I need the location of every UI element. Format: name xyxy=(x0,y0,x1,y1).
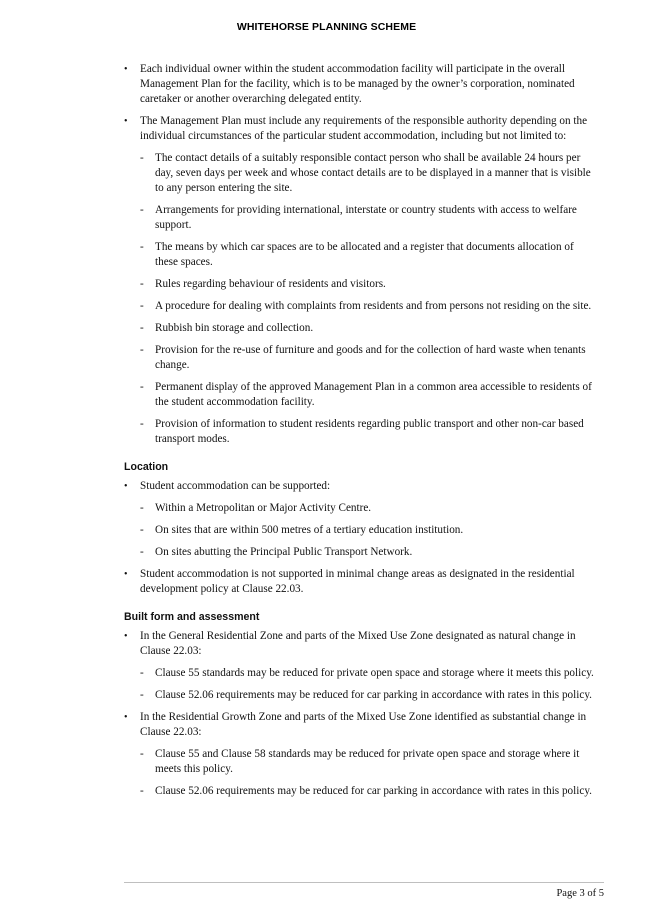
section-heading-location: Location xyxy=(124,461,169,473)
sub-bullet-item xyxy=(124,747,596,777)
dash-marker: - xyxy=(140,785,144,797)
dash-marker: - xyxy=(140,689,144,701)
dash-marker: - xyxy=(140,418,144,430)
management-plan-list xyxy=(124,62,596,447)
dash-marker: - xyxy=(140,381,144,393)
dash-marker: - xyxy=(140,241,144,253)
item-text: Each individual owner within the student accommodation facility will participate in the overall Management Plan for the facility, which is to be managed by the owner’s corporation, nominated caretaker or another overarching delegated entity. xyxy=(140,63,575,105)
sub-bullet-item xyxy=(124,299,596,314)
item-text: Student accommodation can be supported: xyxy=(140,480,331,492)
sub-bullet-item xyxy=(124,666,596,681)
item-text: The Management Plan must include any requirements of the responsible authority depending on the individual circumstances of the particular student accommodation, including but not limited to: xyxy=(140,115,588,142)
document-body xyxy=(124,62,596,806)
item-text: In the Residential Growth Zone and parts of the Mixed Use Zone identified as substantial change in Clause 22.03: xyxy=(140,711,587,738)
document-header: WHITEHORSE PLANNING SCHEME xyxy=(236,21,417,33)
item-text: The contact details of a suitably responsible contact person who shall be available 24 hours per day, seven days per week and whose contact details are to be displayed in a manner that is visible to any person entering the site. xyxy=(155,152,591,194)
sub-bullet-item xyxy=(124,343,596,373)
bullet-item xyxy=(124,114,596,144)
bullet-item xyxy=(124,567,596,597)
sub-bullet-item xyxy=(124,277,596,292)
item-text: The means by which car spaces are to be allocated and a register that documents allocation of these spaces. xyxy=(155,241,574,268)
item-text: Clause 52.06 requirements may be reduced for car parking in accordance with rates in this policy. xyxy=(155,689,592,701)
bullet-marker: • xyxy=(124,631,128,642)
bullet-item xyxy=(124,710,596,740)
sub-bullet-item xyxy=(124,417,596,447)
item-text: Clause 55 and Clause 58 standards may be reduced for private open space and storage where it meets this policy. xyxy=(155,748,580,775)
bullet-item xyxy=(124,629,596,659)
bullet-item xyxy=(124,62,596,107)
item-text: Permanent display of the approved Management Plan in a common area accessible to residents of the student accommodation facility. xyxy=(155,381,592,408)
sub-bullet-item xyxy=(124,203,596,233)
item-text: Within a Metropolitan or Major Activity Centre. xyxy=(155,502,372,514)
item-text: Rubbish bin storage and collection. xyxy=(155,322,314,334)
bullet-marker: • xyxy=(124,569,128,580)
dash-marker: - xyxy=(140,322,144,334)
sub-bullet-item xyxy=(124,784,596,799)
item-text: On sites that are within 500 metres of a tertiary education institution. xyxy=(155,524,464,536)
dash-marker: - xyxy=(140,502,144,514)
built-form-list xyxy=(124,629,596,799)
sub-bullet-item xyxy=(124,380,596,410)
item-text: Rules regarding behaviour of residents and visitors. xyxy=(155,278,386,290)
sub-bullet-item xyxy=(124,321,596,336)
item-text: In the General Residential Zone and parts of the Mixed Use Zone designated as natural change in Clause 22.03: xyxy=(140,630,576,657)
sub-bullet-item xyxy=(124,151,596,196)
section-heading-built-form: Built form and assessment xyxy=(124,611,260,623)
dash-marker: - xyxy=(140,278,144,290)
location-list xyxy=(124,479,596,597)
dash-marker: - xyxy=(140,344,144,356)
dash-marker: - xyxy=(140,667,144,679)
dash-marker: - xyxy=(140,300,144,312)
bullet-marker: • xyxy=(124,481,128,492)
item-text: On sites abutting the Principal Public Transport Network. xyxy=(155,546,413,558)
page-number: Page 3 of 5 xyxy=(556,888,604,899)
dash-marker: - xyxy=(140,152,144,164)
bullet-marker: • xyxy=(124,712,128,723)
sub-bullet-item xyxy=(124,501,596,516)
item-text: Clause 52.06 requirements may be reduced for car parking in accordance with rates in this policy. xyxy=(155,785,592,797)
item-text: Provision of information to student residents regarding public transport and other non-car based transport modes. xyxy=(155,418,584,445)
dash-marker: - xyxy=(140,524,144,536)
sub-bullet-item xyxy=(124,240,596,270)
item-text: Student accommodation is not supported in minimal change areas as designated in the residential development policy at Clause 22.03. xyxy=(140,568,575,595)
footer-divider xyxy=(124,882,604,883)
dash-marker: - xyxy=(140,748,144,760)
bullet-marker: • xyxy=(124,64,128,75)
dash-marker: - xyxy=(140,546,144,558)
item-text: Arrangements for providing international, interstate or country students with access to welfare support. xyxy=(155,204,577,231)
item-text: A procedure for dealing with complaints from residents and from persons not residing on the site. xyxy=(155,300,592,312)
item-text: Clause 55 standards may be reduced for private open space and storage where it meets this policy. xyxy=(155,667,594,679)
bullet-marker: • xyxy=(124,116,128,127)
bullet-item xyxy=(124,479,596,494)
item-text: Provision for the re-use of furniture and goods and for the collection of hard waste when tenants change. xyxy=(155,344,586,371)
sub-bullet-item xyxy=(124,545,596,560)
sub-bullet-item xyxy=(124,523,596,538)
dash-marker: - xyxy=(140,204,144,216)
sub-bullet-item xyxy=(124,688,596,703)
